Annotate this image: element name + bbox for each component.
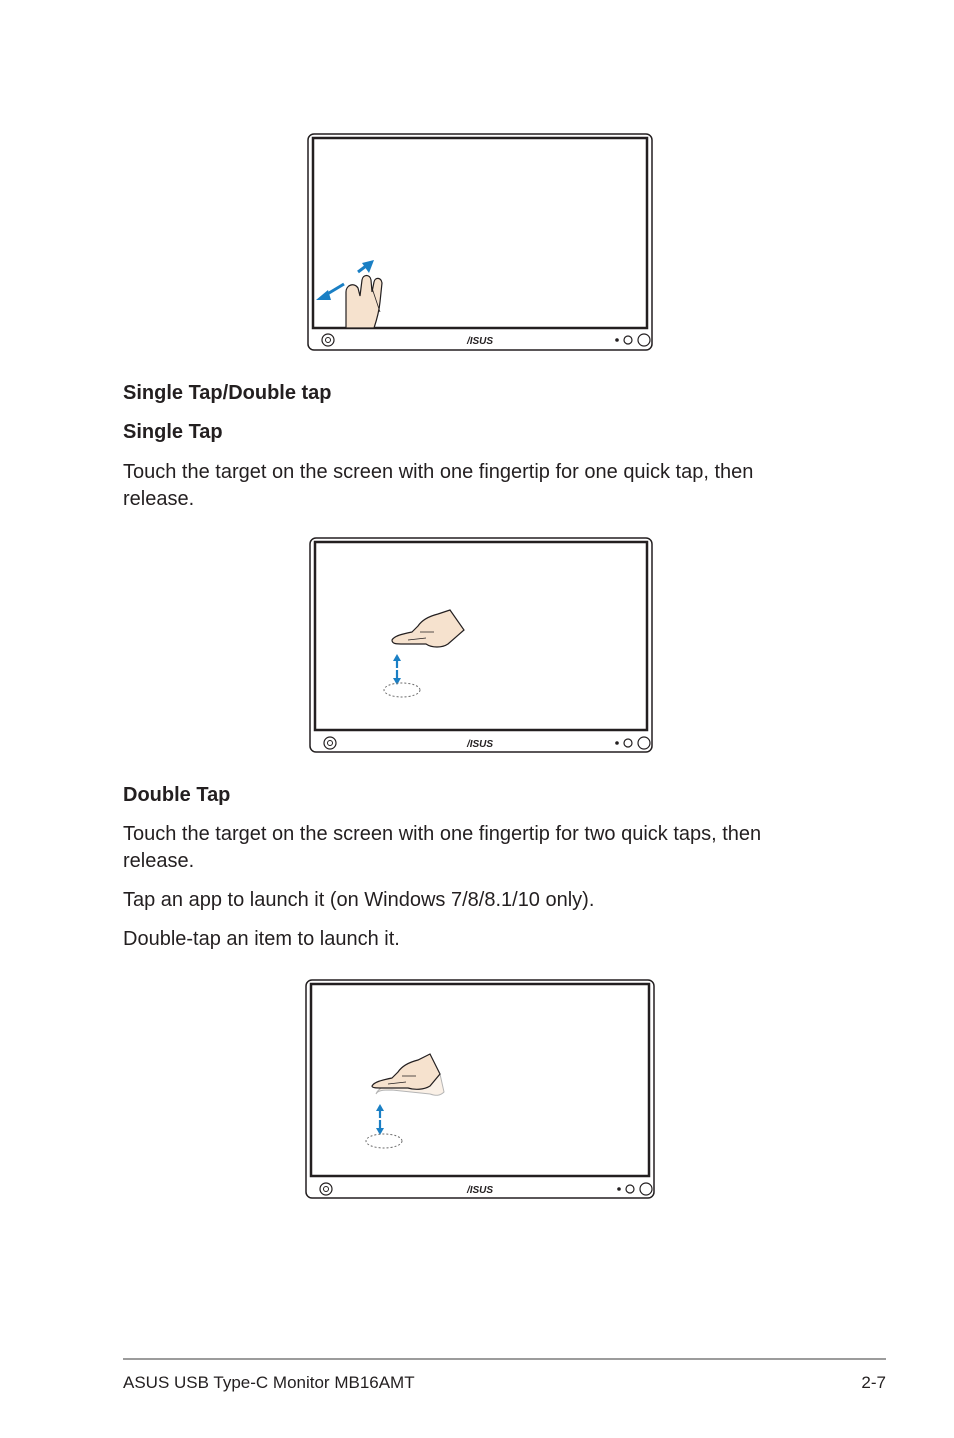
- asus-logo: /ISUS: [466, 739, 494, 750]
- single-tap-description-line1: Touch the target on the screen with one fingertip for one quick tap, then: [123, 461, 754, 483]
- subheading-double-tap: Double Tap: [123, 784, 231, 806]
- single-tap-description: [123, 459, 843, 513]
- double-tap-tip-launch-item: Double-tap an item to launch it.: [123, 928, 400, 950]
- double-tap-description-line1: Touch the target on the screen with one fingertip for two quick taps, then: [123, 823, 762, 845]
- double-tap-description-line2: release.: [123, 850, 195, 872]
- subheading-single-tap: Single Tap: [123, 421, 223, 443]
- double-tap-description: [123, 821, 843, 875]
- monitor-illustration-single-tap: [308, 536, 654, 754]
- asus-logo: /ISUS: [466, 336, 494, 347]
- footer-page-number: 2-7: [861, 1373, 886, 1392]
- asus-logo: /ISUS: [466, 1185, 494, 1196]
- double-tap-tip-launch-app: Tap an app to launch it (on Windows 7/8/8.1/10 only).: [123, 889, 595, 911]
- single-tap-description-line2: release.: [123, 488, 195, 510]
- monitor-illustration-double-tap: [304, 978, 656, 1200]
- footer-divider: [123, 1358, 886, 1360]
- section-heading-single-double-tap: Single Tap/Double tap: [123, 382, 332, 404]
- monitor-illustration-zoom: [306, 132, 654, 352]
- footer-document-title: ASUS USB Type-C Monitor MB16AMT: [123, 1373, 415, 1392]
